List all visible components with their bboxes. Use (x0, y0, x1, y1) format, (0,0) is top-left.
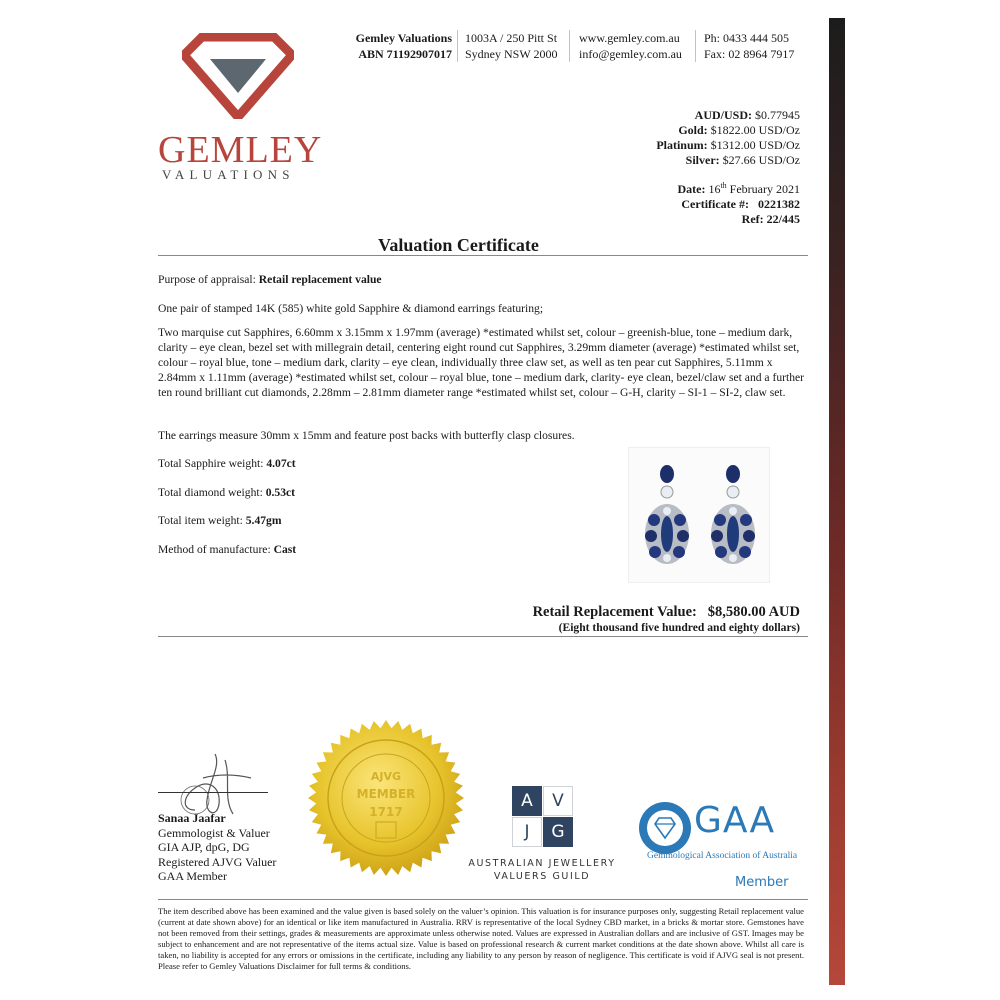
divider (158, 255, 808, 256)
ajvg-member-seal-icon (306, 718, 466, 878)
header-divider (457, 30, 458, 62)
field-manufacture: Method of manufacture: Cast (158, 543, 297, 556)
ajvg-letter-a: A (512, 786, 542, 816)
signature-line (158, 792, 268, 793)
earrings-photo (628, 447, 770, 583)
gaa-full-name: Gemmological Association of Australia (647, 851, 798, 861)
divider (158, 899, 808, 900)
metal-rates: AUD/USD: $0.77945 Gold: $1822.00 USD/Oz Platinum: $1312.00 USD/Oz Silver: $27.66 USD/Oz (656, 108, 800, 167)
earring-right (711, 465, 755, 564)
field-sapphire-weight: Total Sapphire weight: 4.07ct (158, 457, 296, 470)
brand-subtitle: VALUATIONS (162, 167, 295, 182)
brand-name: GEMLEY (158, 129, 323, 171)
header-phone: Ph: 0433 444 505 Fax: 02 8964 7917 (704, 31, 795, 61)
header-divider (569, 30, 570, 62)
field-diamond-weight: Total diamond weight: 0.53ct (158, 486, 296, 499)
svg-text:MEMBER: MEMBER (356, 787, 416, 801)
signer-details: Sanaa Jaafar Gemmologist & Valuer GIA AJP, dpG, DG Registered AJVG Valuer GAA Member (158, 811, 277, 883)
field-item-weight: Total item weight: 5.47gm (158, 514, 282, 527)
disclaimer-text: The item described above has been examined and the value given is based solely on the valuer’s opinion. This valuation is for insurance purposes only, suggesting Retail replacement value (current at date shown above) for an identical or like item manufactured in Australia. RRV is representative of the local Sydney CBD market, in a bricks & mortar store. Gemstones have not been removed from their settings, grades & measurements are approximate unless otherwise noted. Values are expressed in Australian dollars and are inclusive of GST. Images may be subject to enhancement and are not representative of the items actual size. Value is based on professional research & current market conditions at the date shown above. Whilst all care is taken, no liability is accepted for any errors or omissions in the certificate, including any liability to any person by reason of negligence. This certificate is void if AJVG seal is not present. Please refer to Gemley Valuations Disclaimer for full terms & conditions. (158, 906, 804, 971)
gemley-logo-icon (182, 33, 294, 119)
earring-left (645, 465, 689, 564)
ajvg-logo (512, 786, 574, 848)
value-in-words: (Eight thousand five hundred and eighty dollars) (558, 621, 800, 634)
retail-replacement-value: Retail Replacement Value: $8,580.00 AUD (532, 604, 800, 620)
measure-text: The earrings measure 30mm x 15mm and feature post backs with butterfly clasp closures. (158, 429, 575, 442)
ajvg-letter-j: J (512, 817, 542, 847)
gaa-member-label: Member (735, 875, 789, 890)
ajvg-letter-g: G (543, 817, 573, 847)
header-divider (695, 30, 696, 62)
ajvg-caption: AUSTRALIAN JEWELLERY VALUERS GUILD (468, 858, 616, 882)
purpose-line: Purpose of appraisal: Retail replacement value (158, 273, 382, 286)
certificate-meta: Date: 16th February 2021 Certificate #: 0221382 Ref: 22/445 (677, 181, 800, 226)
divider (158, 636, 808, 637)
header-company: Gemley Valuations ABN 71192907017 (355, 31, 452, 61)
svg-text:1717: 1717 (369, 805, 403, 819)
description-text: Two marquise cut Sapphires, 6.60mm x 3.15mm x 1.97mm (average) *estimated whilst set, colour – greenish-blue, tone – medium dark, clarity – eye clean, bezel set with millegrain detail, centering eight round cut Sapphires, 3.29mm diameter (average) *estimated whilst set, colour – royal blue, tone – medium dark, clarity – eye clean, individually three claw set, as well as ten pear cut Sapphires, 5.11mm x 2.84mm x 1.11mm (average) *estimated whilst set, colour – royal blue, tone – medium dark, clarity- eye clean, bezel/claw set and a further ten round brilliant cut diamonds, 2.28mm – 2.81mm diameter range *estimated whilst set, colour – G-H, clarity – SI-1 – SI-2, claw set. (158, 326, 805, 399)
intro-text: One pair of stamped 14K (585) white gold Sapphire & diamond earrings featuring; (158, 302, 544, 315)
website-link[interactable]: www.gemley.com.au (579, 31, 680, 45)
page-title: Valuation Certificate (378, 235, 539, 255)
gaa-emblem-icon (637, 800, 693, 856)
decorative-side-bar (829, 18, 845, 985)
svg-text:AJVG: AJVG (370, 770, 402, 783)
header-web (579, 30, 682, 62)
header-address: 1003A / 250 Pitt St Sydney NSW 2000 (465, 31, 558, 61)
ajvg-letter-v: V (543, 786, 573, 816)
email-link[interactable]: info@gemley.com.au (579, 47, 682, 61)
gaa-wordmark: GAA (694, 800, 776, 841)
